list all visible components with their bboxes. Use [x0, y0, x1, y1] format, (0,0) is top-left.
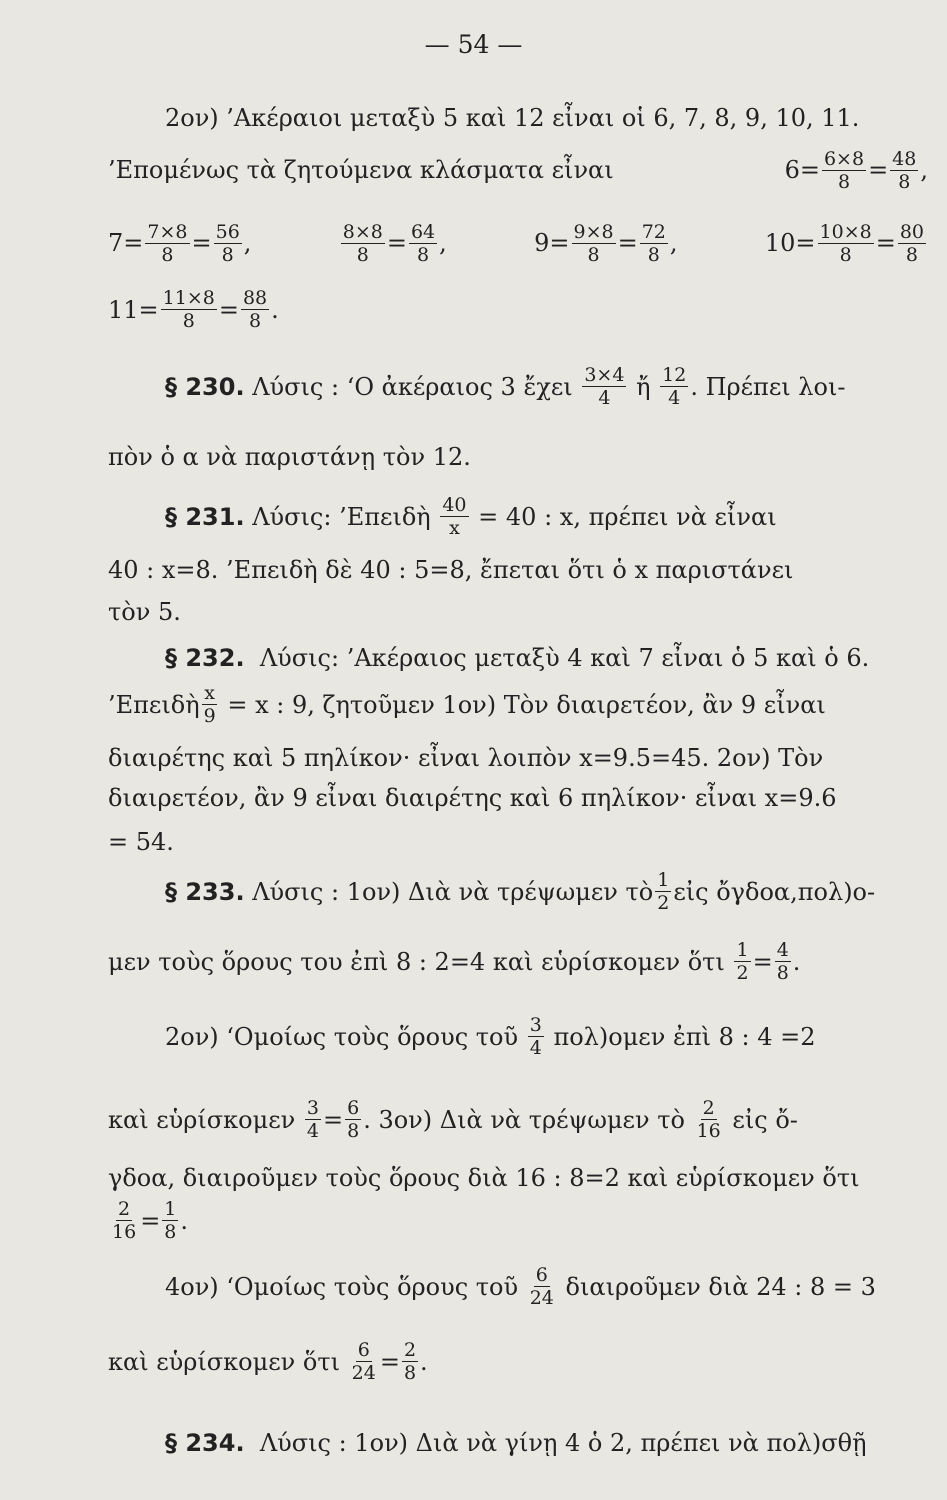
section-label: § 233. — [165, 877, 245, 906]
equation: 9= $\frac{9\times 8}{8}$ = $\frac{72}{8}$ , — [534, 220, 678, 266]
section-label: § 231. — [165, 502, 245, 531]
equation: 10= $\frac{10\times 8}{8}$ = $\frac{80}{8}$ — [764, 220, 924, 266]
equation-line: 11= $\frac{11\times 8}{8}$ = $\frac{88}{8}$ . — [108, 287, 279, 332]
text-line: ’Επομένως τὰ ζητούμενα κλάσματα εἶναι 6= $\frac{6\times 8}{8}$ = $\frac{48}{8}$ , — [108, 147, 928, 193]
text-line: ’Επειδὴ $\frac{x}{9}$ = x : 9, ζητοῦμεν 1ον) Τὸν διαιρετέον, ἂν 9 εἶναι — [108, 682, 826, 727]
text-line: γδοα, διαιροῦμεν τοὺς ὅρους διὰ 16 : 8=2 καὶ εὑρίσκομεν ὅτι — [108, 1164, 860, 1192]
section-231: § 231. Λύσις: ’Επειδὴ $\frac{40}{x}$ = 40 : x, πρέπει νὰ εἶναι — [165, 494, 777, 539]
text-line: μεν τοὺς ὅρους του ἐπὶ 8 : 2=4 καὶ εὑρίσκομεν ὅτι $\frac{1}{2}$ = $\frac{4}{8}$ . — [108, 939, 801, 984]
text-line: καὶ εὑρίσκομεν ὅτι $\frac{6}{24}$ = $\frac{2}{8}$ . — [108, 1339, 428, 1384]
section-234: § 234. Λύσις : 1ον) Διὰ νὰ γίνῃ 4 ὁ 2, πρέπει νὰ πολ)σθῇ — [165, 1429, 867, 1457]
text-line: τὸν 5. — [108, 598, 181, 626]
section-label: § 230. — [165, 372, 245, 401]
text-line: 40 : x=8. ’Επειδὴ δὲ 40 : 5=8, ἔπεται ὅτι ὁ x παριστάνει — [108, 556, 794, 584]
fraction: $\frac{6\times 8}{8}$ — [823, 147, 865, 193]
text-line: καὶ εὑρίσκομεν $\frac{3}{4}$ = $\frac{6}{8}$ . 3ον) Διὰ νὰ τρέψωμεν τὸ $\frac{2}{16}$ εἰς ὄ- — [108, 1097, 798, 1142]
text-line: πὸν ὁ α νὰ παριστάνῃ τὸν 12. — [108, 443, 471, 471]
text-line: = 54. — [108, 828, 174, 856]
section-233: § 233. Λύσις : 1ον) Διὰ νὰ τρέψωμεν τὸ $\frac{1}{2}$ εἰς ὄγδοα,πολ)ο- — [165, 869, 876, 914]
equation-line — [108, 213, 928, 273]
text-line: 4ον) ‘Ομοίως τοὺς ὅρους τοῦ $\frac{6}{24}$ διαιροῦμεν διὰ 24 : 8 = 3 — [165, 1264, 876, 1309]
equation-line: $\frac{2}{16}$ = $\frac{1}{8}$ . — [112, 1198, 189, 1243]
fraction: $\frac{48}{8}$ — [892, 147, 917, 193]
page-number: — 54 — — [424, 30, 523, 59]
text-line: 2ον) ’Ακέραιοι μεταξὺ 5 καὶ 12 εἶναι οἱ 6, 7, 8, 9, 10, 11. — [165, 104, 860, 132]
text-line: διαιρέτης καὶ 5 πηλίκον· εἶναι λοιπὸν x=9.5=45. 2ον) Τὸν — [108, 744, 824, 772]
equation: 7= $\frac{7\times 8}{8}$ = $\frac{56}{8}$ , — [108, 220, 252, 266]
equation: $\frac{8\times 8}{8}$ = $\frac{64}{8}$ , — [342, 220, 447, 266]
section-230: § 230. Λύσις : ‘Ο ἀκέραιος 3 ἔχει $\frac{3\times 4}{4}$ ἤ $\frac{12}{4}$ . Πρέπει λοι- — [165, 364, 846, 409]
section-232: § 232. Λύσις: ’Ακέραιος μεταξὺ 4 καὶ 7 εἶναι ὁ 5 καὶ ὁ 6. — [165, 644, 870, 672]
section-label: § 232. — [165, 644, 245, 672]
text-line: διαιρετέον, ἂν 9 εἶναι διαιρέτης καὶ 6 πηλίκον· εἶναι x=9.6 — [108, 784, 837, 812]
text-line: 2ον) ‘Ομοίως τοὺς ὅρους τοῦ $\frac{3}{4}$ πολ)ομεν ἐπὶ 8 : 4 =2 — [165, 1014, 816, 1059]
section-label: § 234. — [165, 1429, 245, 1457]
